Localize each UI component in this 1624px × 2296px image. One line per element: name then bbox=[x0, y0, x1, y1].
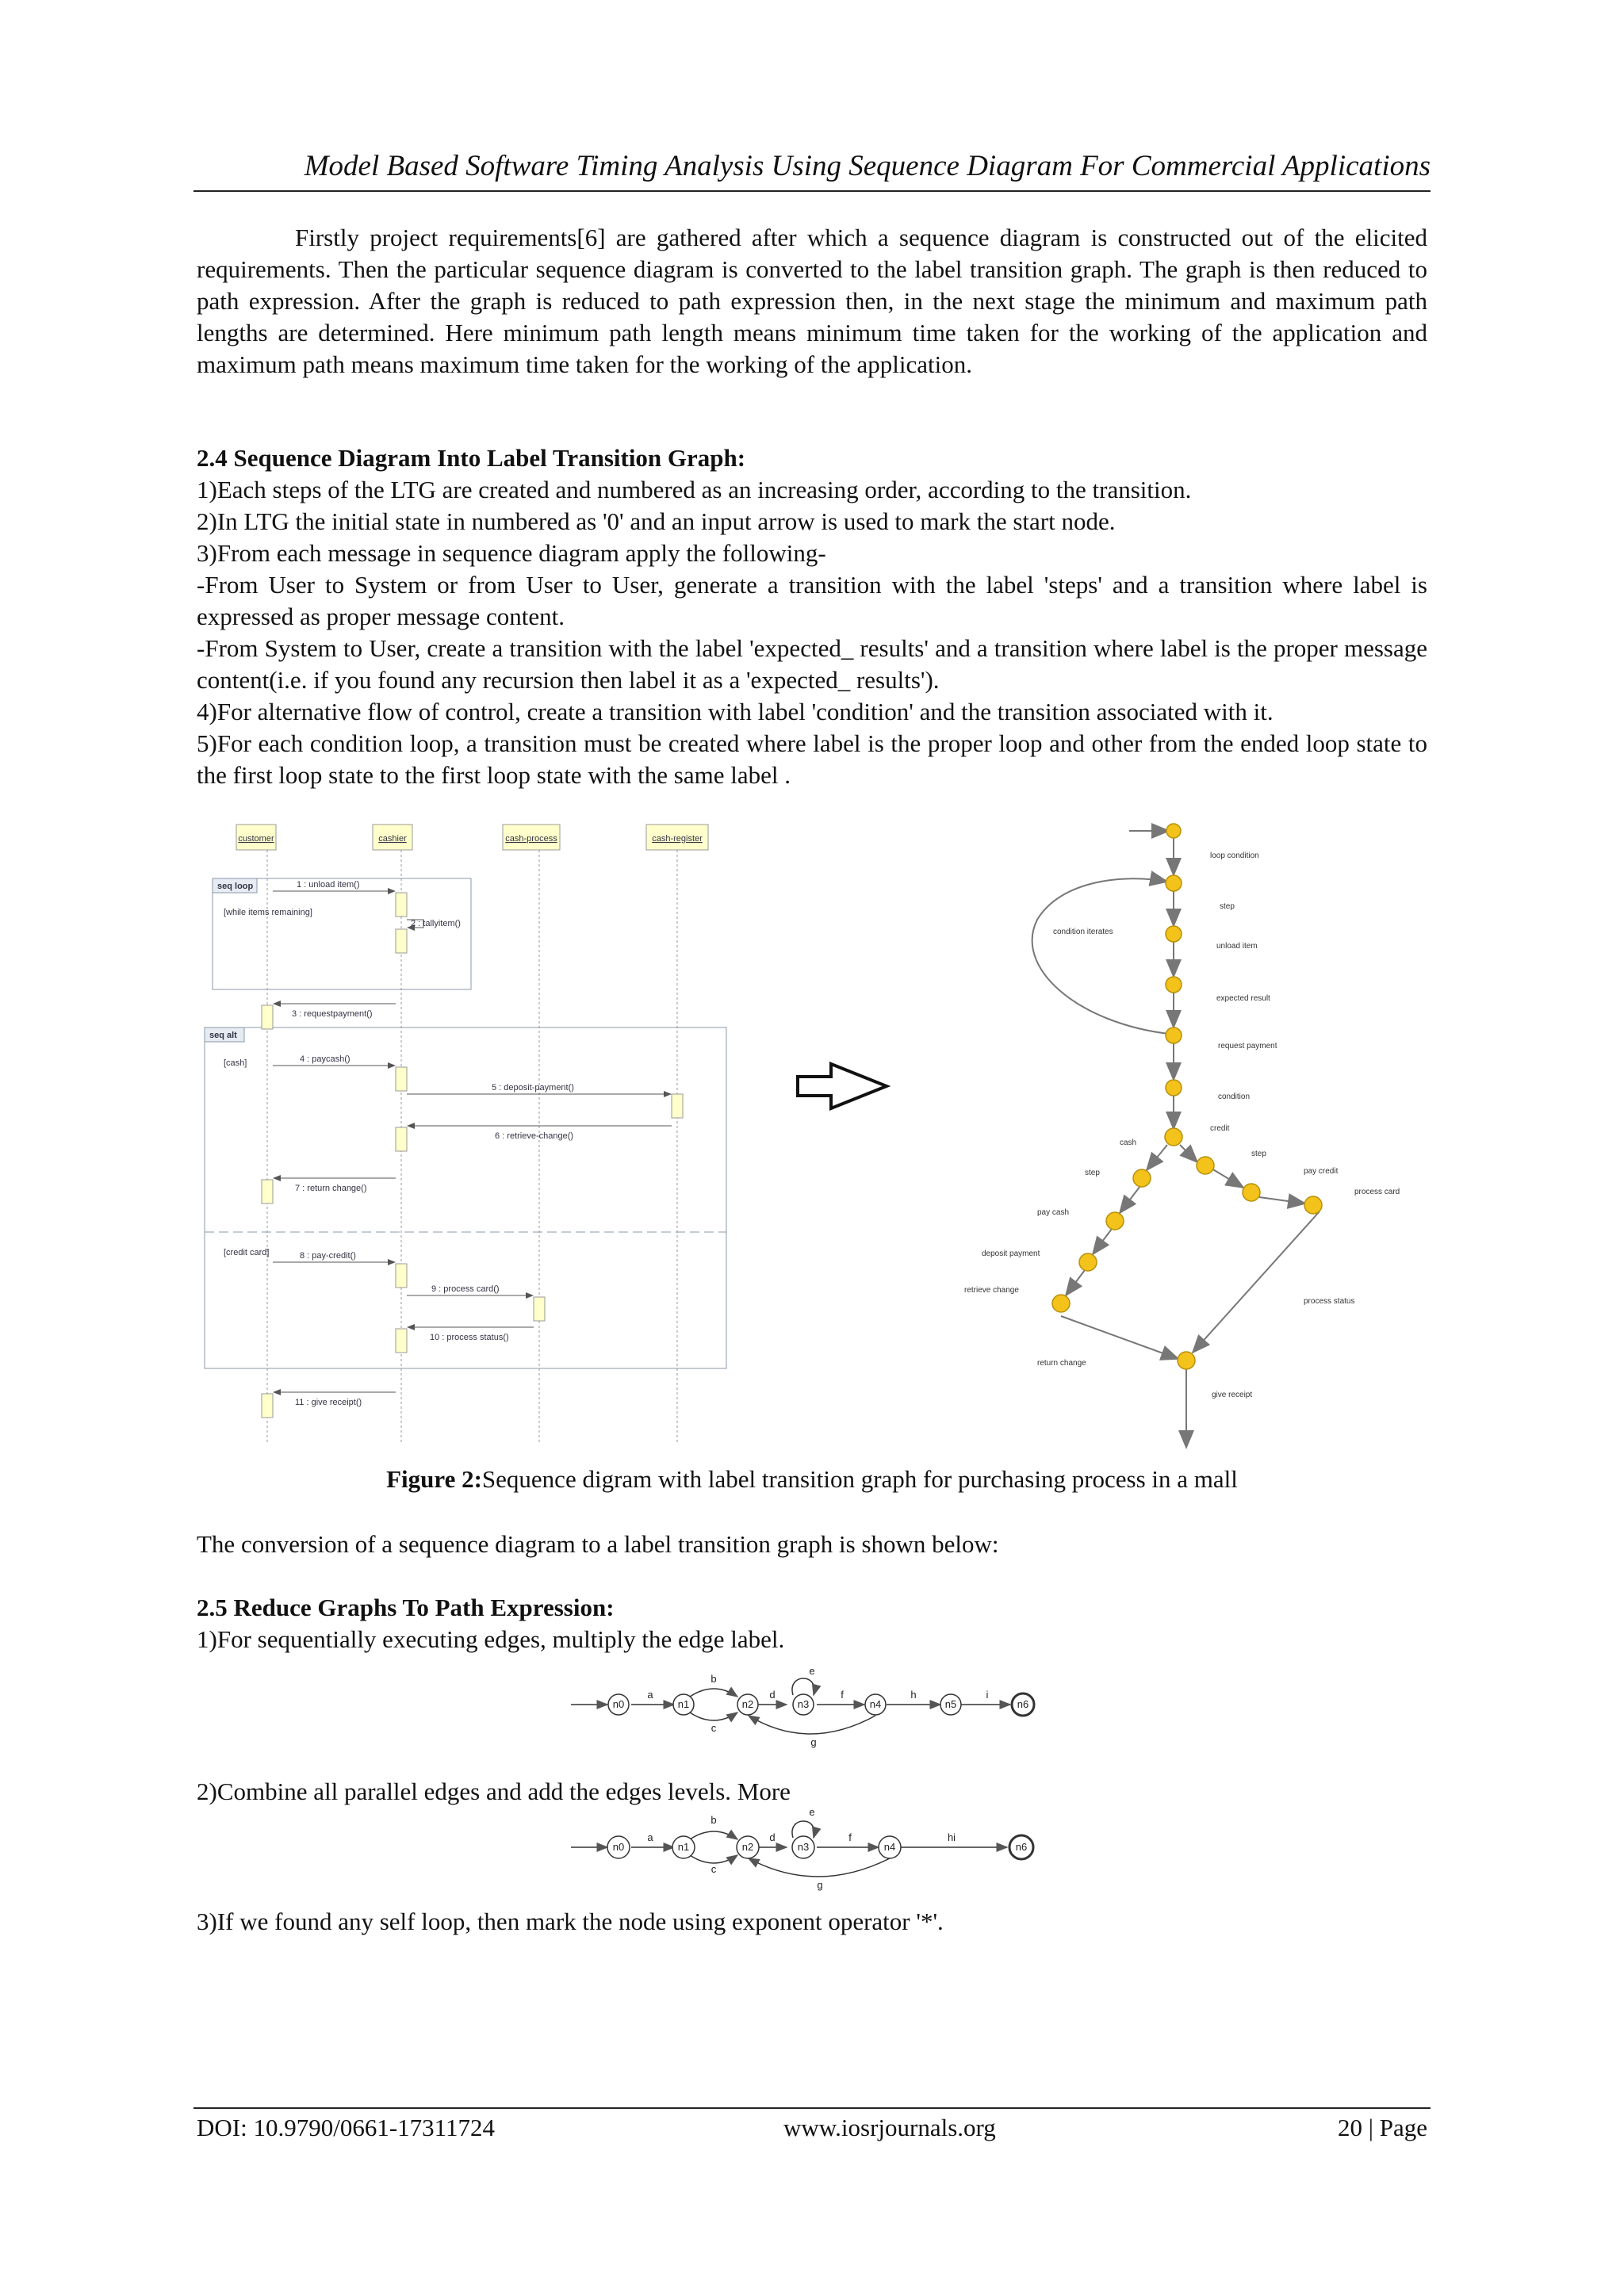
msg-7-label: 7 : return change() bbox=[295, 1184, 367, 1193]
svg-text:[cash]: [cash] bbox=[224, 1058, 247, 1068]
msg-5-label: 5 : deposit-payment() bbox=[492, 1083, 574, 1093]
header-rule bbox=[193, 190, 1431, 192]
ltg-label-expected-result: expected result bbox=[1216, 994, 1270, 1003]
g1-node-n5: n5 bbox=[944, 1698, 957, 1710]
g1-edge-h: h bbox=[910, 1689, 917, 1701]
rule-line-7: 5)For each condition loop, a transition must be created where label is the proper loop and other from the ended loop state to the first loop state to the first loop state with the same label . bbox=[197, 729, 1427, 789]
section-2-4 bbox=[197, 442, 1427, 791]
g1-edge-c: c bbox=[710, 1722, 717, 1734]
ltg-label-condition-iterates: condition iterates bbox=[1053, 928, 1113, 936]
ltg-label-return-change: return change bbox=[1037, 1359, 1086, 1368]
lifeline-cash-register bbox=[646, 825, 708, 1443]
ltg-node bbox=[1166, 977, 1182, 993]
caption-text: Sequence digram with label transition graph for purchasing process in a mall bbox=[481, 1465, 1238, 1493]
running-header: Model Based Software Timing Analysis Using Sequence Diagram For Commercial Applications bbox=[304, 150, 1431, 182]
svg-text:cashier: cashier bbox=[378, 834, 407, 844]
footer-rule bbox=[193, 2107, 1431, 2109]
intro-text: Firstly project requirements[6] are gathered after which a sequence diagram is constructed out of the elicited requirements. Then the particular sequence diagram is converted to the label transition graph. The graph is then reduced to path expression. After the graph is reduced to path expression then, in the next stage the minimum and maximum path lengths are determined. Here minimum path length means minimum time taken for the working of the application and maximum path means maximum time taken for the working of the application. bbox=[197, 224, 1427, 378]
g1-edge-e: e bbox=[809, 1665, 815, 1677]
ltg-node bbox=[1304, 1196, 1322, 1214]
g1-node-n6: n6 bbox=[1017, 1698, 1029, 1710]
ltg-label-process-status: process status bbox=[1304, 1297, 1355, 1306]
g2-edge-e: e bbox=[809, 1806, 815, 1818]
figure-2 bbox=[197, 809, 1450, 1459]
g2-node-n6: n6 bbox=[1015, 1841, 1028, 1853]
ltg-node bbox=[1166, 824, 1181, 838]
ltg-node bbox=[1079, 1253, 1097, 1271]
reduce-item-2: 2)Combine all parallel edges and add the edges levels. More bbox=[197, 1777, 791, 1805]
lifeline-customer bbox=[236, 825, 276, 1443]
caption-label: Figure 2: bbox=[386, 1465, 482, 1493]
svg-text:seq loop: seq loop bbox=[217, 882, 254, 891]
g1-node-n2: n2 bbox=[741, 1698, 754, 1710]
ltg-node bbox=[1166, 875, 1182, 891]
msg-4-label: 4 : paycash() bbox=[300, 1054, 350, 1064]
alt-frame bbox=[205, 1027, 726, 1368]
svg-text:[credit card]: [credit card] bbox=[224, 1248, 270, 1257]
figure-2-caption bbox=[197, 1465, 1427, 1494]
reduce-item-3: 3)If we found any self loop, then mark the node using exponent operator '*'. bbox=[197, 1908, 944, 1935]
ltg-nodes bbox=[1052, 824, 1322, 1369]
ltg-label-unload-item: unload item bbox=[1216, 942, 1258, 951]
ltg-node bbox=[1106, 1212, 1124, 1230]
ltg-label-cash: cash bbox=[1120, 1138, 1137, 1147]
ltg-node bbox=[1165, 1128, 1182, 1146]
g2-node-n0: n0 bbox=[612, 1841, 625, 1853]
g2-edge-hi: hi bbox=[947, 1831, 956, 1843]
svg-text:[while items remaining]: [while items remaining] bbox=[224, 908, 312, 917]
g2-node-n2: n2 bbox=[741, 1841, 754, 1853]
msg-9-label: 9 : process card() bbox=[431, 1284, 500, 1294]
ltg-label-step-left: step bbox=[1085, 1169, 1100, 1177]
g1-edge-f: f bbox=[841, 1689, 844, 1701]
msg-1-label: 1 : unload item() bbox=[297, 880, 360, 890]
section-2-5-heading: 2.5 Reduce Graphs To Path Expression: bbox=[197, 1594, 615, 1621]
ltg-label-condition: condition bbox=[1218, 1093, 1251, 1101]
ltg-label-retrieve-change: retrieve change bbox=[964, 1286, 1019, 1295]
ltg-node bbox=[1197, 1157, 1214, 1174]
g1-node-n3: n3 bbox=[797, 1698, 810, 1710]
ltg-node bbox=[1178, 1352, 1195, 1369]
g1-edge-a: a bbox=[647, 1689, 653, 1701]
msg-11-label: 11 : give receipt() bbox=[295, 1398, 362, 1407]
g2-edge-g: g bbox=[817, 1879, 823, 1891]
svg-text:cash-process: cash-process bbox=[505, 834, 557, 844]
ltg-label-give-receipt: give receipt bbox=[1212, 1391, 1253, 1399]
rule-line-3: 3)From each message in sequence diagram apply the following- bbox=[197, 539, 826, 567]
g2-node-n4: n4 bbox=[883, 1841, 896, 1853]
g2-edge-b: b bbox=[710, 1814, 717, 1826]
g1-node-n0: n0 bbox=[612, 1698, 625, 1710]
path-graph-2 bbox=[555, 1806, 1078, 1893]
svg-text:cash-register: cash-register bbox=[652, 834, 703, 844]
footer-website: www.iosrjournals.org bbox=[783, 2114, 996, 2141]
label-transition-graph bbox=[964, 824, 1400, 1448]
ltg-node bbox=[1133, 1169, 1151, 1187]
rule-line-2: 2)In LTG the initial state in numbered as '0' and an input arrow is used to mark the start node. bbox=[197, 507, 1116, 535]
footer-page-number: 20 | Page bbox=[1338, 2114, 1427, 2141]
g1-node-n1: n1 bbox=[677, 1698, 690, 1710]
section-2-4-heading: 2.4 Sequence Diagram Into Label Transition Graph: bbox=[197, 444, 746, 472]
g2-node-n3: n3 bbox=[797, 1841, 810, 1853]
reduce-item-1: 1)For sequentially executing edges, multiply the edge label. bbox=[197, 1625, 785, 1653]
rule-line-1: 1)Each steps of the LTG are created and numbered as an increasing order, according to the transition. bbox=[197, 476, 1192, 503]
footer-doi: DOI: 10.9790/0661-17311724 bbox=[197, 2114, 495, 2141]
g2-edge-d: d bbox=[769, 1831, 776, 1843]
ltg-node bbox=[1243, 1184, 1260, 1201]
ltg-node bbox=[1166, 926, 1182, 942]
g1-edge-i: i bbox=[986, 1689, 989, 1701]
msg-8-label: 8 : pay-credit() bbox=[300, 1251, 356, 1261]
g1-node-n4: n4 bbox=[869, 1698, 882, 1710]
ltg-label-pay-credit: pay credit bbox=[1304, 1167, 1339, 1176]
msg-10-label: 10 : process status() bbox=[430, 1333, 509, 1342]
msg-2-label: 2 : tallyitem() bbox=[411, 919, 461, 928]
rule-line-6: 4)For alternative flow of control, create a transition with label 'condition' and the transition associated with it. bbox=[197, 698, 1274, 725]
section-2-5 bbox=[197, 1592, 1427, 1655]
svg-text:seq alt: seq alt bbox=[209, 1031, 237, 1040]
ltg-label-step: step bbox=[1220, 902, 1235, 911]
msg-6-label: 6 : retrieve-change() bbox=[495, 1131, 574, 1141]
ltg-node bbox=[1166, 1080, 1182, 1096]
ltg-label-step-right: step bbox=[1251, 1150, 1266, 1158]
g2-edge-f: f bbox=[848, 1831, 852, 1843]
ltg-label-credit: credit bbox=[1210, 1124, 1230, 1133]
intro-paragraph bbox=[197, 222, 1427, 381]
sequence-diagram bbox=[205, 825, 726, 1443]
path-graph-1 bbox=[555, 1665, 1078, 1752]
ltg-label-loop-condition: loop condition bbox=[1210, 851, 1259, 860]
g1-edge-g: g bbox=[810, 1736, 817, 1748]
msg-3-label: 3 : requestpayment() bbox=[292, 1009, 373, 1019]
transform-arrow-icon bbox=[798, 1064, 887, 1108]
ltg-node bbox=[1052, 1295, 1070, 1312]
rule-line-5: -From System to User, create a transition with the label 'expected_ results' and a transition where label is the proper message content(i.e. if you found any recursion then label it as a 'expected_ results'). bbox=[197, 634, 1427, 694]
g2-node-n1: n1 bbox=[677, 1841, 690, 1853]
ltg-label-pay-cash: pay cash bbox=[1037, 1208, 1070, 1217]
g1-edge-d: d bbox=[769, 1689, 776, 1701]
g2-edge-a: a bbox=[647, 1831, 653, 1843]
ltg-label-request-payment: request payment bbox=[1218, 1042, 1277, 1050]
ltg-node bbox=[1166, 1027, 1182, 1043]
g1-edge-b: b bbox=[710, 1673, 717, 1685]
loop-frame bbox=[213, 878, 471, 989]
conversion-text: The conversion of a sequence diagram to a label transition graph is shown below: bbox=[197, 1530, 999, 1558]
ltg-label-process-card: process card bbox=[1354, 1188, 1400, 1196]
g2-edge-c: c bbox=[710, 1863, 717, 1875]
rule-line-4: -From User to System or from User to User, generate a transition with the label 'steps' and a transition where label is expressed as proper message content. bbox=[197, 571, 1427, 630]
ltg-label-deposit-payment: deposit payment bbox=[982, 1249, 1040, 1258]
svg-text:customer: customer bbox=[238, 834, 274, 844]
